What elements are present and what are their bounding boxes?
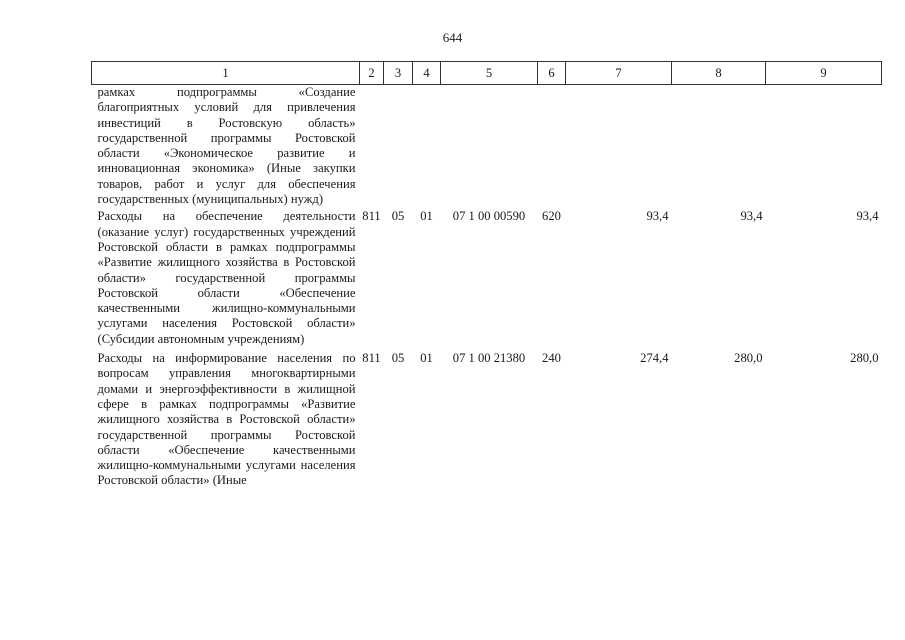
cell-amount-1: 274,4 (640, 351, 669, 366)
table-row (92, 85, 882, 208)
table-row (92, 207, 882, 349)
cell-amount-3: 280,0 (850, 351, 879, 366)
cell-subsection: 01 (420, 351, 433, 366)
row-description: рамках подпрограммы «Создание благоприятных условий для привлечения инвестиций в Ростовскую область» государственной программы Ростовской области «Экономическое развитие и инновационная экономика» (Иные закупки товаров, работ и услуг для обеспечения государственных (муниципальных) нужд) (97, 85, 356, 207)
cell-expense-type: 240 (542, 351, 561, 366)
column-header: 3 (384, 62, 413, 85)
column-header: 9 (766, 62, 882, 85)
cell-amount-1: 93,4 (646, 209, 669, 224)
cell-ministry-code: 811 (362, 351, 381, 366)
cell-ministry-code: 811 (362, 209, 381, 224)
cell-target-article: 07 1 00 00590 (452, 209, 526, 224)
column-header: 8 (672, 62, 766, 85)
column-header: 6 (538, 62, 566, 85)
column-header: 5 (441, 62, 538, 85)
table-row (92, 349, 882, 491)
cell-target-article (441, 85, 538, 208)
cell-subsection (413, 85, 441, 208)
cell-amount-3: 93,4 (856, 209, 879, 224)
cell-amount-2: 93,4 (740, 209, 763, 224)
column-header: 2 (360, 62, 384, 85)
budget-table (91, 61, 882, 491)
cell-amount-3 (766, 85, 882, 208)
cell-target-article: 07 1 00 21380 (452, 351, 526, 366)
row-description: Расходы на обеспечение деятельности (оказание услуг) государственных учреждений Ростовской области в рамках подпрограммы «Развитие жилищного хозяйства в Ростовской области» государственной программы Ростовской области «Обеспечение качественными жилищно-коммунальными услугами населения Ростовской области» (Субсидии автономным учреждениям) (97, 209, 356, 346)
cell-subsection: 01 (420, 209, 433, 224)
column-header: 7 (566, 62, 672, 85)
column-header: 1 (92, 62, 360, 85)
cell-expense-type: 620 (542, 209, 561, 224)
cell-ministry-code (360, 85, 384, 208)
cell-section: 05 (391, 351, 405, 366)
cell-expense-type (538, 85, 566, 208)
row-description: Расходы на информирование населения по вопросам управления многоквартирными домами и энергоэффективности в жилищной сфере в рамках подпрограммы «Развитие жилищного хозяйства в Ростовской области» государственной программы Ростовской области «Обеспечение качественными жилищно-коммунальными услугами населения Ростовской области» (Иные (97, 351, 356, 488)
cell-section (384, 85, 413, 208)
column-header: 4 (413, 62, 441, 85)
cell-amount-1 (566, 85, 672, 208)
page-number: 644 (442, 30, 463, 45)
header-row (92, 62, 882, 85)
cell-section: 05 (391, 209, 405, 224)
cell-amount-2 (672, 85, 766, 208)
cell-amount-2: 280,0 (734, 351, 763, 366)
